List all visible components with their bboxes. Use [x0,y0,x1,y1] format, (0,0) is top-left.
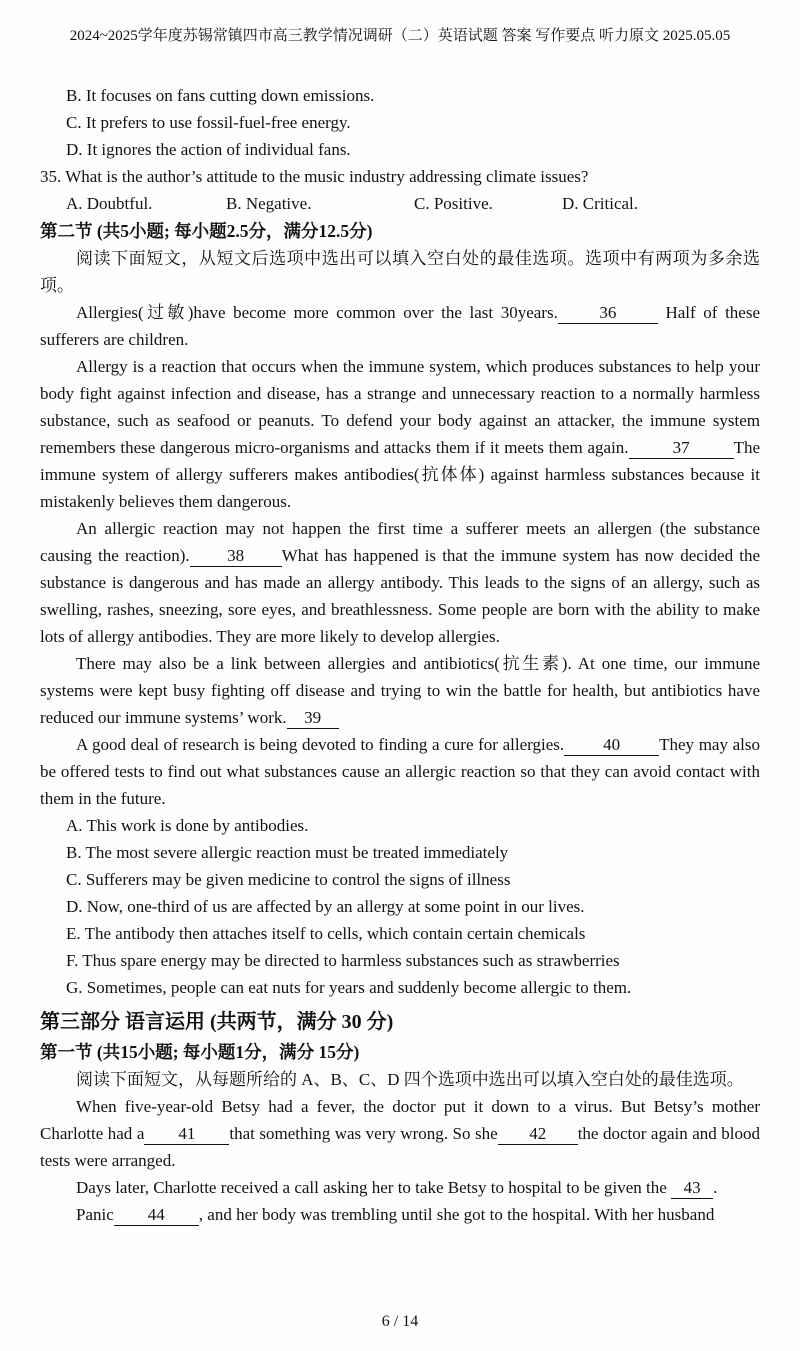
part-3-instructions: 阅读下面短文，从每题所给的 A、B、C、D 四个选项中选出可以填入空白处的最佳选项。 [76,1070,744,1089]
q35-choice-c: C. Positive. [414,194,493,213]
document-title: 2024~2025学年度苏锡常镇四市高三教学情况调研（二）英语试题 答案 写作要点 听力原文 2025.05.05 [69,28,731,44]
part-3-section-1-heading: 第一节 (共15小题; 每小题1分，满分 15分) [40,1042,360,1062]
page-number: 6 / 14 [381,1313,419,1330]
cloze-option-g: G. Sometimes, people can eat nuts for years and suddenly become allergic to them. [66,978,632,997]
cloze-option-c: C. Sufferers may be given medicine to control the signs of illness [66,870,511,889]
q34-option-c: C. It prefers to use fossil-fuel-free energy. [66,113,351,132]
q35-choice-b: B. Negative. [226,194,312,213]
answer-blank-40: 40 [564,734,659,756]
answer-blank-43: 43 [671,1177,713,1199]
cloze-paragraph-4: There may also be a link between allergies and antibiotics(抗生素). At one time, our immune systems were kept busy fighting off disease and trying to win the battle for health, but antibiotics have reduced our immune systems’ work. 39 [40,654,760,727]
answer-blank-44: 44 [114,1204,199,1226]
section-2-heading: 第二节 (共5小题; 每小题2.5分，满分12.5分) [40,221,373,241]
cloze-option-b: B. The most severe allergic reaction must be treated immediately [66,843,509,862]
cloze-option-a: A. This work is done by antibodies. [66,816,309,835]
question-35-choices [40,190,760,217]
answer-blank-36: 36 [558,302,658,324]
document-body [40,82,760,1228]
answer-blank-37: 37 [629,437,734,459]
gapfill-paragraph-1: When five-year-old Betsy had a fever, the doctor put it down to a virus. But Betsy’s mother Charlotte had a 41 that something was very wrong. So she 42 the doctor again and blood tests were arranged. [40,1097,760,1170]
q34-option-b: B. It focuses on fans cutting down emissions. [66,86,375,105]
cloze-paragraph-3: An allergic reaction may not happen the first time a sufferer meets an allergen (the substance causing the reaction). 38 What has happened is that the immune system has now decided the substance is dangerous and has made an allergy antibody. This leads to the signs of an allergy, such as swelling, rashes, sneezing, sore eyes, and breathlessness. Some people are born with the ability to make lots of allergy antibodies. They are more likely to develop allergies. [40,519,760,646]
q35-choice-a: A. Doubtful. [66,194,153,213]
gapfill-paragraph-3: Panic 44 , and her body was trembling until she got to the hospital. With her husband [76,1205,715,1224]
cloze-paragraph-2: Allergy is a reaction that occurs when the immune system, which produces substances to help your body fight against infection and disease, has a strange and unnecessary reaction to a normally harmless substance, such as seafood or peanuts. To defend your body against an attacker, the immune system remembers these dangerous micro-organisms and attacks them if it meets them again. 37 The immune system of allergy sufferers makes antibodies(抗体体) against harmless substances because it mistakenly believes them dangerous. [40,357,760,511]
part-3-heading: 第三部分 语言运用 (共两节，满分 30 分) [40,1011,394,1033]
cloze-paragraph-1: Allergies(过敏)have become more common over the last 30years. 36 Half of these sufferers are children. [40,303,760,349]
question-35-stem: 35. What is the author’s attitude to the music industry addressing climate issues? [40,167,589,186]
cloze-option-e: E. The antibody then attaches itself to cells, which contain certain chemicals [66,924,586,943]
q34-option-d: D. It ignores the action of individual fans. [66,140,351,159]
answer-blank-41: 41 [144,1123,229,1145]
section-2-instructions: 阅读下面短文，从短文后选项中选出可以填入空白处的最佳选项。选项中有两项为多余选项。 [40,249,760,295]
cloze-option-f: F. Thus spare energy may be directed to harmless substances such as strawberries [66,951,620,970]
answer-blank-38: 38 [190,545,282,567]
cloze-paragraph-5: A good deal of research is being devoted to finding a cure for allergies. 40 They may also be offered tests to find out what substances cause an allergic reaction so that they can avoid contact with them in the future. [40,735,760,808]
gapfill-paragraph-2: Days later, Charlotte received a call asking her to take Betsy to hospital to be given the 43 . [76,1178,718,1197]
q35-choice-d: D. Critical. [562,194,639,213]
cloze-option-d: D. Now, one-third of us are affected by an allergy at some point in our lives. [66,897,585,916]
answer-blank-42: 42 [498,1123,578,1145]
answer-blank-39: 39 [287,707,339,729]
